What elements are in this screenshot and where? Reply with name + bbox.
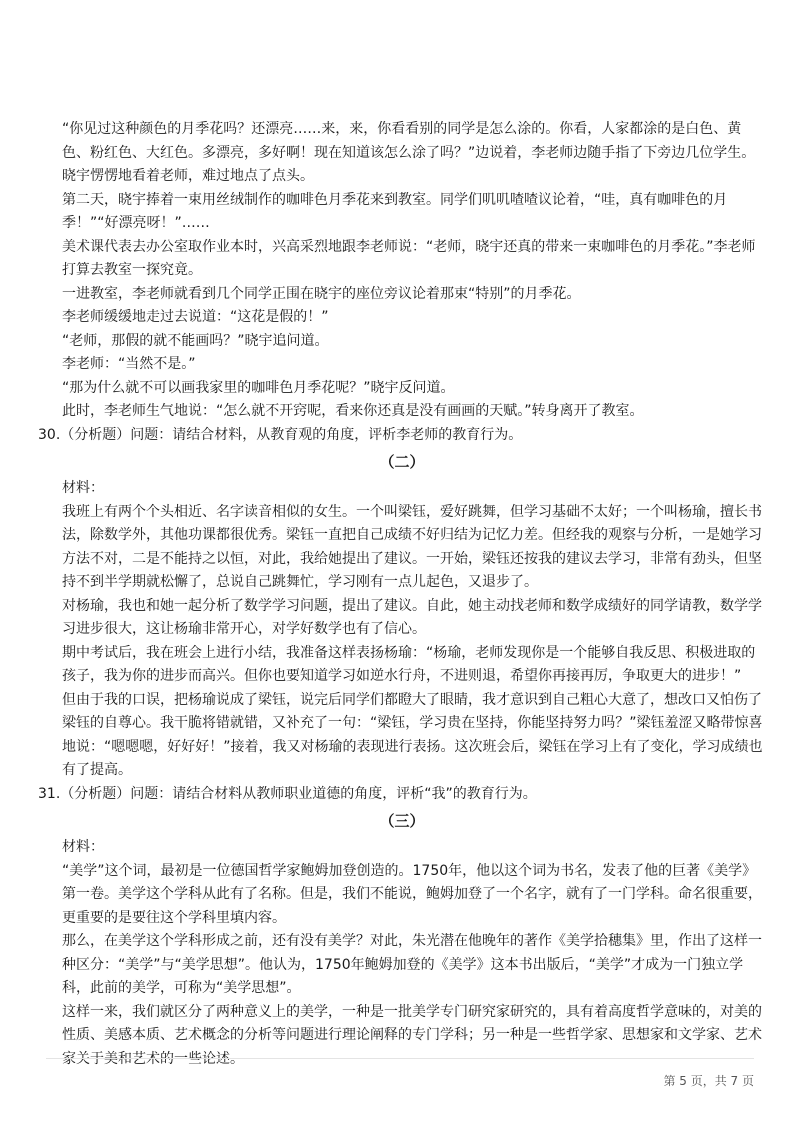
paragraph: 美术课代表去办公室取作业本时，兴高采烈地跟李老师说：“老师，晓宇还真的带来一束咖啡色的月季花。”李老师打算去教室一探究竟。: [62, 238, 756, 278]
paragraph: “那为什么就不可以画我家里的咖啡色月季花呢？”晓宇反问道。: [62, 379, 455, 396]
section-title: （三）: [379, 812, 425, 830]
paragraph: 我班上有两个个头相近、名字读音相似的女生。一个叫梁钰，爱好跳舞，但学习基础不太好；一个叫杨瑜，擅长书法，除数学外，其他功课都很优秀。梁钰一直把自己成绩不好归结为记忆力差。但经我的观察与分析，一是她学习方法不对，二是不能持之以恒，对此，我给她提出了建议。一开始，梁钰还按我的建议去学习，非常有劲头，但坚持不到半学期就松懈了，总说自己跳舞忙，学习刚有一点儿起色，又退步了。: [62, 503, 762, 590]
material-label: 材料：: [62, 480, 104, 496]
section-2: [38, 449, 766, 806]
paragraph: “你见过这种颜色的月季花吗？还漂亮……来，来，你看看别的同学是怎么涂的。你看，人家都涂的是白色、黄色、粉红色、大红色。多漂亮，多好啊！现在知道该怎么涂了吗？”边说着，李老师边随手指了下旁边几位学生。晓宇愣愣地看着老师，难过地点了点头。: [62, 121, 756, 184]
paragraph: “美学”这个词，最初是一位德国哲学家鲍姆加登创造的。1750年，他以这个词为书名，发表了他的巨著《美学》第一卷。美学这个学科从此有了名称。但是，我们不能说，鲍姆加登了一个名字，就有了一门学科。命名很重要，更重要的是要往这个学科里填内容。: [62, 862, 762, 926]
paragraph: “老师，那假的就不能画吗？”晓宇追问道。: [62, 332, 329, 349]
paragraph: 但由于我的口误，把杨瑜说成了梁钰，说完后同学们都瞪大了眼睛，我才意识到自己粗心大意了，想改口又怕伤了梁钰的自尊心。我干脆将错就错，又补充了一句：“梁钰，学习贵在坚持，你能坚持努力吗？”梁钰羞涩又略带惊喜地说：“嗯嗯嗯，好好好！”接着，我又对杨瑜的表现进行表扬。这次班会后，梁钰在学习上有了变化，学习成绩也有了提高。: [62, 691, 763, 778]
page-content: [38, 118, 766, 1071]
paragraph: 李老师：“当然不是。”: [62, 356, 196, 372]
paragraph: 对杨瑜，我也和她一起分析了数学学习问题，提出了建议。自此，她主动找老师和数学成绩好的同学请教，数学学习进步很大，这让杨瑜非常开心，对学好数学也有了信心。: [62, 597, 762, 637]
section-1: [38, 118, 766, 447]
paragraph: 这样一来，我们就区分了两种意义上的美学，一种是一批美学专门研究家研究的，具有着高度哲学意味的，对美的性质、美感本质、艺术概念的分析等问题进行理论阐释的专门学科；另一种是一些哲学家、思想家和文学家、艺术家关于美和艺术的一些论述。: [62, 1003, 762, 1067]
paragraph: 李老师缓缓地走过去说道：“这花是假的！”: [62, 309, 329, 325]
paragraph: 此时，李老师生气地说：“怎么就不开窍呢，看来你还真是没有画画的天赋。”转身离开了教室。: [62, 403, 644, 419]
paragraph: 期中考试后，我在班会上进行小结，我准备这样表扬杨瑜：“杨瑜，老师发现你是一个能够自我反思、积极进取的孩子，我为你的进步而高兴。但你也要知道学习如逆水行舟，不进则退，希望你再接再厉，争取更大的进步！”: [62, 644, 756, 684]
section-title: （二）: [379, 453, 425, 471]
section-3: [38, 808, 766, 1071]
paragraph: 一进教室，李老师就看到几个同学正围在晓宇的座位旁议论着那束“特别”的月季花。: [62, 285, 581, 302]
paragraph: 第二天，晓宇捧着一束用丝绒制作的咖啡色月季花来到教室。同学们叽叽喳喳议论着，“哇，真有咖啡色的月季！”“好漂亮呀！”……: [62, 191, 728, 231]
paragraph: 那么，在美学这个学科形成之前，还有没有美学？对此，朱光潜在他晚年的著作《美学拾穗集》里，作出了这样一种区分：“美学”与“美学思想”。他认为，1750年鲍姆加登的《美学》这本书出版后，“美学”才成为一门独立学科，此前的美学，可称为“美学思想”。: [62, 933, 762, 996]
question-30: 30.（分析题）问题：请结合材料，从教育观的角度，评析李老师的教育行为。: [38, 426, 523, 443]
question-31: 31.（分析题）问题：请结合材料从教师职业道德的角度，评析“我”的教育行为。: [38, 785, 537, 802]
page-number: 第 5 页，共 7 页: [663, 1074, 754, 1088]
footer-divider: [46, 1058, 754, 1059]
material-label: 材料：: [62, 839, 104, 855]
